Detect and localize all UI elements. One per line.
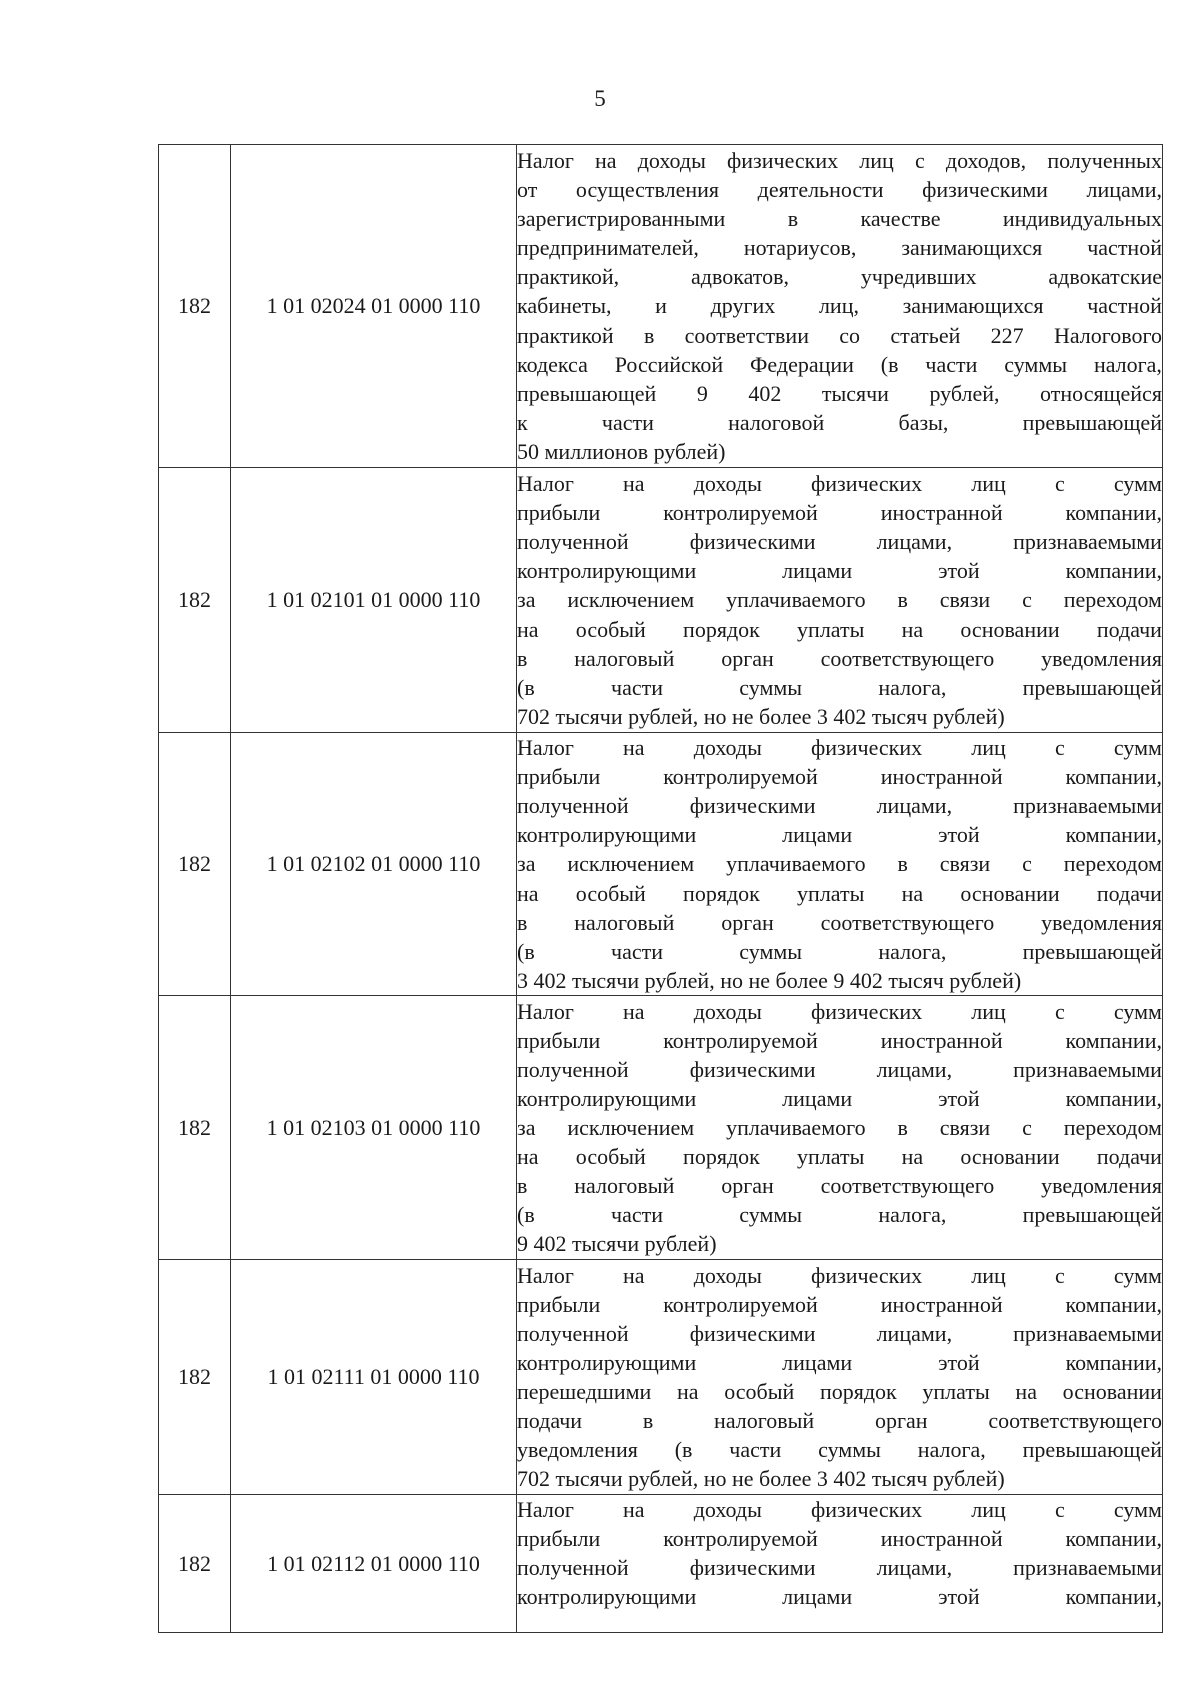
description-line: Налог на доходы физических лиц с доходов, полученных bbox=[517, 147, 1162, 173]
description-line: 9 402 тысячи рублей) bbox=[517, 1231, 717, 1257]
page-number: 5 bbox=[594, 86, 606, 111]
description-line: за исключением уплачиваемого в связи с переходом bbox=[517, 1114, 1162, 1140]
description-line: 702 тысячи рублей, но не более 3 402 тысяч рублей) bbox=[517, 703, 1005, 729]
description-line: уведомления (в части суммы налога, превышающей bbox=[517, 1437, 1162, 1463]
description-line: (в части суммы налога, превышающей bbox=[517, 1202, 1162, 1228]
kbk-code-cell: 1 01 02103 01 0000 110 bbox=[231, 996, 517, 1260]
kbk-code-cell: 1 01 02102 01 0000 110 bbox=[231, 733, 517, 996]
description-line: зарегистрированными в качестве индивидуальных bbox=[517, 206, 1162, 232]
table-row bbox=[159, 996, 1163, 1260]
description-line: контролирующими лицами этой компании, bbox=[517, 1349, 1162, 1375]
description-cell bbox=[517, 733, 1163, 996]
description-line: Налог на доходы физических лиц с сумм bbox=[517, 1262, 1162, 1288]
description-line: 702 тысячи рублей, но не более 3 402 тысяч рублей) bbox=[517, 1466, 1005, 1492]
description-line: предпринимателей, нотариусов, занимающихся частной bbox=[517, 235, 1162, 261]
description-line: полученной физическими лицами, признаваемыми bbox=[517, 793, 1162, 819]
description-line: практикой, адвокатов, учредивших адвокатские bbox=[517, 264, 1162, 290]
description-line: контролирующими лицами этой компании, bbox=[517, 1085, 1162, 1111]
description-line: полученной физическими лицами, признаваемыми bbox=[517, 1555, 1162, 1581]
admin-code-cell: 182 bbox=[159, 1260, 231, 1495]
description-line: полученной физическими лицами, признаваемыми bbox=[517, 529, 1162, 555]
admin-code-cell: 182 bbox=[159, 1495, 231, 1633]
description-line: в налоговый орган соответствующего уведомления bbox=[517, 909, 1162, 935]
description-line: Налог на доходы физических лиц с сумм bbox=[517, 1497, 1162, 1522]
admin-code-cell: 182 bbox=[159, 468, 231, 733]
table-row bbox=[159, 145, 1163, 468]
description-line: к части налоговой базы, превышающей bbox=[517, 409, 1162, 435]
table-row bbox=[159, 468, 1163, 733]
description-line: (в части суммы налога, превышающей bbox=[517, 938, 1162, 964]
description-line: в налоговый орган соответствующего уведомления bbox=[517, 645, 1162, 671]
description-line: контролирующими лицами этой компании, bbox=[517, 558, 1162, 584]
description-line: кодекса Российской Федерации (в части суммы налога, bbox=[517, 351, 1162, 377]
description-line: 50 миллионов рублей) bbox=[517, 438, 726, 464]
description-line: за исключением уплачиваемого в связи с переходом bbox=[517, 851, 1162, 877]
description-line: полученной физическими лицами, признаваемыми bbox=[517, 1320, 1162, 1346]
kbk-code-cell: 1 01 02101 01 0000 110 bbox=[231, 468, 517, 733]
description-line: полученной физическими лицами, признаваемыми bbox=[517, 1056, 1162, 1082]
kbk-code-cell: 1 01 02112 01 0000 110 bbox=[231, 1495, 517, 1633]
description-line: Налог на доходы физических лиц с сумм bbox=[517, 471, 1162, 497]
description-line: в налоговый орган соответствующего уведомления bbox=[517, 1173, 1162, 1199]
table-row bbox=[159, 1495, 1163, 1633]
description-line: подачи в налоговый орган соответствующего bbox=[517, 1408, 1162, 1434]
description-line: Налог на доходы физических лиц с сумм bbox=[517, 735, 1162, 761]
admin-code-cell: 182 bbox=[159, 145, 231, 468]
budget-classification-table bbox=[158, 144, 1163, 1633]
admin-code-cell: 182 bbox=[159, 996, 231, 1260]
description-line: 3 402 тысячи рублей, но не более 9 402 тысяч рублей) bbox=[517, 967, 1022, 993]
description-line: прибыли контролируемой иностранной компании, bbox=[517, 500, 1162, 526]
kbk-code-cell: 1 01 02024 01 0000 110 bbox=[231, 145, 517, 468]
description-line: прибыли контролируемой иностранной компании, bbox=[517, 1526, 1162, 1552]
description-line: прибыли контролируемой иностранной компании, bbox=[517, 1291, 1162, 1317]
table-body bbox=[159, 145, 1163, 1633]
description-line: перешедшими на особый порядок уплаты на основании bbox=[517, 1379, 1162, 1404]
kbk-code-cell: 1 01 02111 01 0000 110 bbox=[231, 1260, 517, 1495]
description-line: кабинеты, и других лиц, занимающихся частной bbox=[517, 293, 1162, 319]
description-line: прибыли контролируемой иностранной компании, bbox=[517, 1027, 1162, 1053]
description-line: от осуществления деятельности физическими лицами, bbox=[517, 177, 1162, 203]
admin-code-cell: 182 bbox=[159, 733, 231, 996]
description-line: на особый порядок уплаты на основании подачи bbox=[517, 880, 1162, 906]
table-row bbox=[159, 733, 1163, 996]
description-line: за исключением уплачиваемого в связи с переходом bbox=[517, 587, 1162, 613]
description-line: контролирующими лицами этой компании, bbox=[517, 822, 1162, 848]
description-line: прибыли контролируемой иностранной компании, bbox=[517, 764, 1162, 790]
description-cell bbox=[517, 145, 1163, 468]
description-line: на особый порядок уплаты на основании подачи bbox=[517, 1144, 1162, 1170]
description-line: контролирующими лицами этой компании, bbox=[517, 1584, 1162, 1610]
description-line: (в части суммы налога, превышающей bbox=[517, 674, 1162, 700]
description-line: превышающей 9 402 тысячи рублей, относящейся bbox=[517, 380, 1162, 406]
description-line: практикой в соответствии со статьей 227 Налогового bbox=[517, 322, 1162, 348]
table-row bbox=[159, 1260, 1163, 1495]
description-cell bbox=[517, 1495, 1163, 1633]
description-cell bbox=[517, 996, 1163, 1260]
description-line: Налог на доходы физических лиц с сумм bbox=[517, 998, 1162, 1024]
description-cell bbox=[517, 1260, 1163, 1495]
description-line: на особый порядок уплаты на основании подачи bbox=[517, 616, 1162, 642]
description-cell bbox=[517, 468, 1163, 733]
